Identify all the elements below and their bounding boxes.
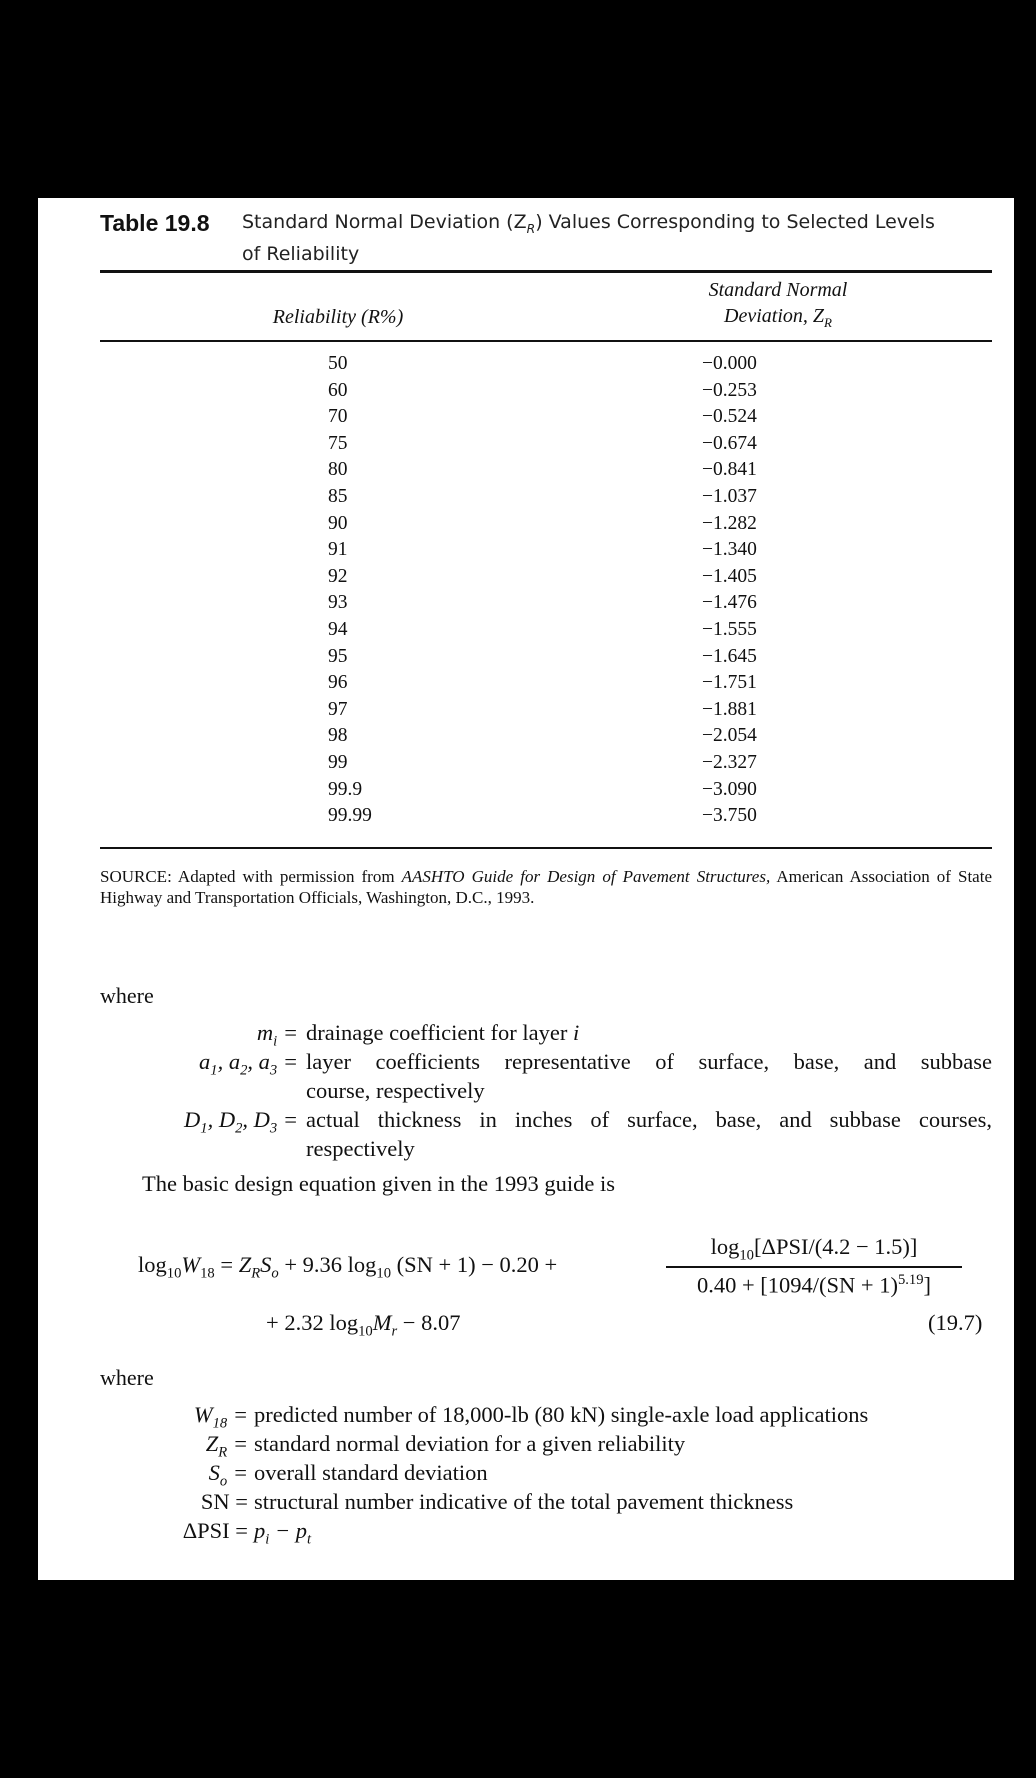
deviation-cell: −3.090 xyxy=(702,778,757,800)
def-lhs-sn: SN = xyxy=(200,1489,248,1514)
def-lhs-mi: $m_i$ = xyxy=(256,1020,298,1050)
def-lhs-zr: $Z_R$ = xyxy=(205,1431,248,1461)
reliability-cell: 93 xyxy=(328,592,348,614)
reliability-cell: 96 xyxy=(328,672,348,694)
reliability-cell: 80 xyxy=(328,459,348,481)
def-rhs-d-line2: respectively xyxy=(306,1136,415,1161)
table-source-note: SOURCE: Adapted with permission from AASHTO Guide for Design of Pavement Structures, American Association of State Highway and Transportation Officials, Washington, D.C., 1993. xyxy=(100,867,992,907)
deviation-cell: −0.253 xyxy=(702,379,757,401)
def-lhs-a: $a_1$, $a_2$, $a_3$ = xyxy=(199,1049,298,1079)
deviation-cell: −3.750 xyxy=(702,805,757,827)
reliability-cell: 95 xyxy=(328,645,348,667)
document-page xyxy=(38,198,1014,1580)
equation-numerator: $\log_{10}[\Delta PSI/(4.2 - 1.5)]$ xyxy=(710,1234,918,1264)
deviation-cell: −1.037 xyxy=(702,485,757,507)
where-label-2: where xyxy=(100,1365,154,1390)
reliability-cell: 98 xyxy=(328,725,348,747)
reliability-cell: 75 xyxy=(328,432,348,454)
reliability-cell: 92 xyxy=(328,565,348,587)
column-header-reliability: Reliability (R%) xyxy=(272,306,404,328)
reliability-cell: 91 xyxy=(328,539,348,561)
deviation-cell: −2.054 xyxy=(702,725,757,747)
deviation-cell: −0.524 xyxy=(702,406,757,428)
design-equation xyxy=(38,198,1014,1398)
def-rhs-d-line1: actual thickness in inches of surface, base, and subbase courses, xyxy=(306,1107,992,1132)
equation-number: (19.7) xyxy=(928,1310,983,1335)
deviation-cell: −0.674 xyxy=(702,432,757,454)
reliability-cell: 99 xyxy=(328,751,348,773)
deviation-cell: −1.751 xyxy=(702,672,757,694)
equation-fraction-bar xyxy=(666,1266,962,1268)
deviation-cell: −1.645 xyxy=(702,645,757,667)
deviation-cell: −1.881 xyxy=(702,698,757,720)
reliability-cell: 99.9 xyxy=(328,778,363,800)
def-rhs-dpsi: $p_i - p_t$ xyxy=(254,1518,312,1548)
deviation-cell: −1.476 xyxy=(702,592,757,614)
where-label-1: where xyxy=(100,983,154,1008)
reliability-cell: 90 xyxy=(328,512,348,534)
deviation-cell: −1.555 xyxy=(702,618,757,640)
def-rhs-a-line1: layer coefficients representative of surface, base, and subbase xyxy=(306,1049,992,1074)
table-label: Table 19.8 xyxy=(100,210,210,236)
def-rhs-so: overall standard deviation xyxy=(254,1460,488,1485)
table-caption: Standard Normal Deviation $(Z_R)$ Values Corresponding to Selected Levels of Reliability xyxy=(242,211,935,265)
def-rhs-zr: standard normal deviation for a given reliability xyxy=(254,1431,686,1456)
def-rhs-w18: predicted number of 18,000-lb (80 kN) single-axle load applications xyxy=(254,1402,869,1427)
deviation-cell: −0.000 xyxy=(702,353,757,374)
reliability-cell: 99.99 xyxy=(328,805,372,827)
deviation-cell: −2.327 xyxy=(702,751,757,773)
column-header-deviation: Standard Normal Deviation, $Z_R$ xyxy=(708,279,848,330)
reliability-cell: 70 xyxy=(328,406,348,428)
deviation-cell: −1.340 xyxy=(702,539,757,561)
reliability-cell: 94 xyxy=(328,618,348,640)
lead-text: The basic design equation given in the 1993 guide is xyxy=(142,1171,616,1196)
equation-lhs: $\log_{10}W_{18} = Z_RS_o + 9.36$ $\log_{10} (SN + 1) - 0.20$ + xyxy=(138,1252,558,1282)
def-rhs-a-line2: course, respectively xyxy=(306,1078,485,1103)
def-lhs-dpsi: ΔPSI = xyxy=(182,1518,248,1543)
def-rhs-mi: drainage coefficient for layer i xyxy=(306,1020,580,1045)
def-lhs-so: $S_o$ = xyxy=(208,1460,248,1490)
def-lhs-w18: $W_{18}$ = xyxy=(193,1402,248,1432)
def-lhs-d: $D_1$, $D_2$, $D_3$ = xyxy=(184,1107,298,1137)
def-rhs-sn: structural number indicative of the total pavement thickness xyxy=(254,1489,794,1514)
deviation-cell: −1.282 xyxy=(702,512,757,534)
reliability-cell: 85 xyxy=(328,485,348,507)
equation-denominator: 0.40 + [1094/(SN + 1)$^{5.19}$] xyxy=(696,1272,932,1298)
reliability-cell: 97 xyxy=(328,698,348,720)
reliability-cell: 60 xyxy=(328,379,348,401)
equation-line-2: + 2.32 $\log_{10}M_r - 8.07$ xyxy=(266,1310,461,1340)
deviation-cell: −0.841 xyxy=(702,459,757,481)
reliability-cell: 50 xyxy=(328,353,348,374)
deviation-cell: −1.405 xyxy=(702,565,757,587)
